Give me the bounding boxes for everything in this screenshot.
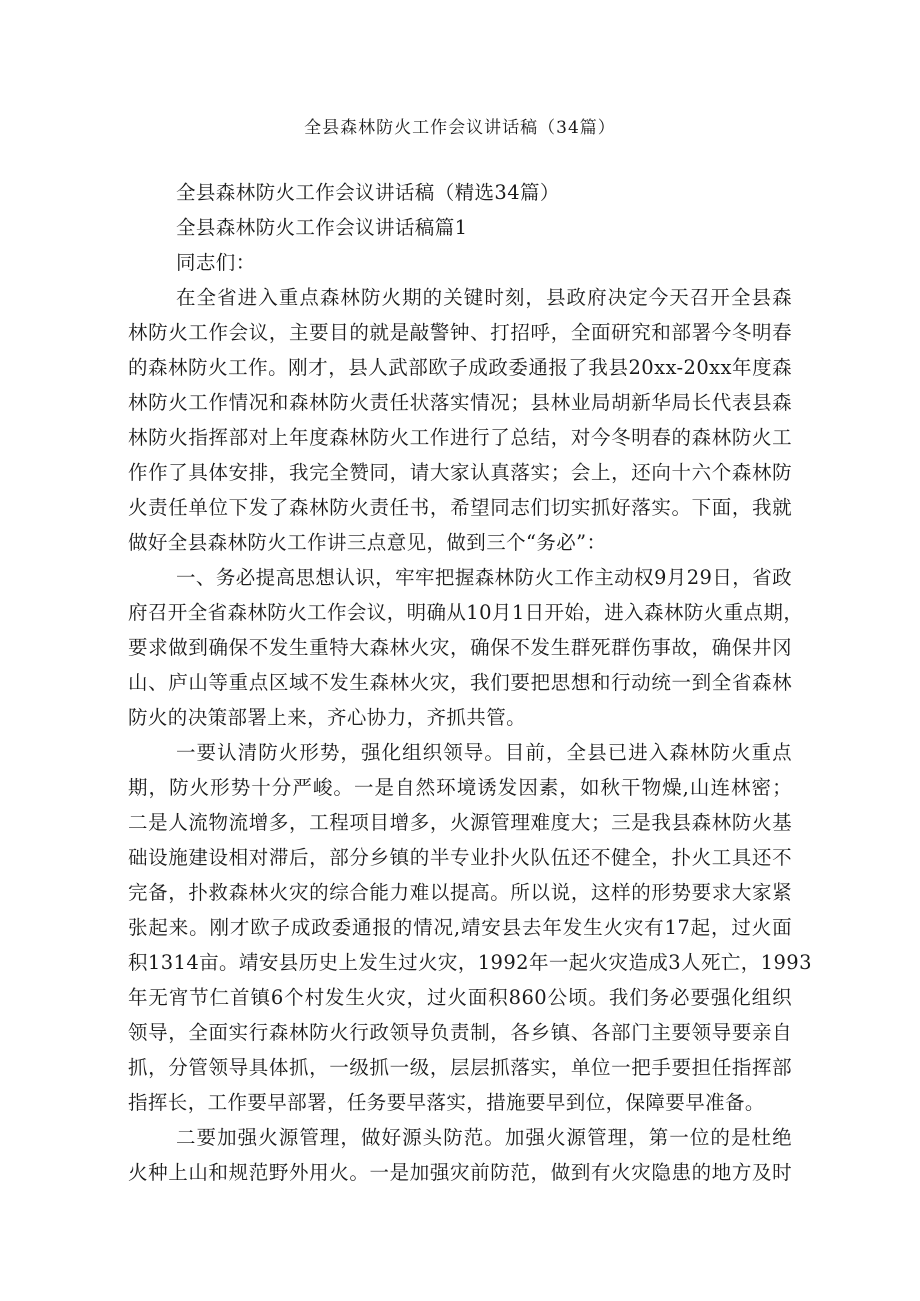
paragraph-line: 林防火工作会议，主要目的就是敲警钟、打招呼，全面研究和部署今冬明春 [128, 321, 792, 344]
paragraph-line: 防火的决策部署上来，齐心协力，齐抓共管。 [128, 706, 527, 729]
paragraph-line: 二要加强火源管理，做好源头防范。加强火源管理，第一位的是杜绝 [176, 1126, 792, 1149]
paragraph-line: 的森林防火工作。刚才，县人武部欧子成政委通报了我县20xx-20xx年度森 [128, 356, 792, 379]
paragraph-line: 林防火工作情况和森林防火责任状落实情况；县林业局胡新华局长代表县森 [128, 391, 792, 414]
paragraph-line: 础设施建设相对滞后，部分乡镇的半专业扑火队伍还不健全，扑火工具还不 [128, 846, 792, 869]
paragraph-line: 火责任单位下发了森林防火责任书，希望同志们切实抓好落实。下面，我就 [128, 496, 792, 519]
paragraph-line: 一、务必提高思想认识，牢牢把握森林防火工作主动权9月29日，省政 [176, 566, 792, 589]
paragraph-line: 要求做到确保不发生重特大森林火灾，确保不发生群死群伤事故，确保井冈 [128, 636, 792, 659]
section-heading: 全县森林防火工作会议讲话稿篇1 [176, 216, 468, 239]
paragraph-line: 山、庐山等重点区域不发生森林火灾，我们要把思想和行动统一到全省森林 [128, 671, 792, 694]
paragraph-line: 府召开全省森林防火工作会议，明确从10月1日开始，进入森林防火重点期， [128, 601, 804, 624]
paragraph-line: 火种上山和规范野外用火。一是加强灾前防范，做到有火灾隐患的地方及时 [128, 1161, 792, 1184]
paragraph-line: 二是人流物流增多，工程项目增多，火源管理难度大；三是我县森林防火基 [128, 811, 792, 834]
paragraph-line: 年无宵节仁首镇6个村发生火灾，过火面积860公顷。我们务必要强化组织 [128, 986, 792, 1009]
paragraph-line: 林防火指挥部对上年度森林防火工作进行了总结，对今冬明春的森林防火工 [128, 426, 792, 449]
paragraph-line: 领导，全面实行森林防火行政领导负责制，各乡镇、各部门主要领导要亲自 [128, 1021, 792, 1044]
paragraph-line: 抓，分管领导具体抓，一级抓一级，层层抓落实，单位一把手要担任指挥部 [128, 1056, 792, 1079]
paragraph-line: 完备，扑救森林火灾的综合能力难以提高。所以说，这样的形势要求大家紧 [128, 881, 792, 904]
paragraph-line: 期，防火形势十分严峻。一是自然环境诱发因素，如秋干物燥,山连林密； [128, 776, 792, 799]
paragraph-line: 积1314亩。靖安县历史上发生过火灾，1992年一起火灾造成3人死亡，1993 [128, 951, 812, 974]
paragraph-line: 指挥长，工作要早部署，任务要早落实，措施要早到位，保障要早准备。 [128, 1091, 765, 1114]
paragraph-line: 做好全县森林防火工作讲三点意见，做到三个“务必”： [128, 531, 607, 554]
subtitle-line: 全县森林防火工作会议讲话稿（精选34篇） [176, 181, 560, 204]
salutation: 同志们： [176, 251, 256, 274]
paragraph-line: 一要认清防火形势，强化组织领导。目前，全县已进入森林防火重点 [176, 741, 792, 764]
paragraph-line: 作作了具体安排，我完全赞同，请大家认真落实；会上，还向十六个森林防 [128, 461, 792, 484]
paragraph-line: 在全省进入重点森林防火期的关键时刻，县政府决定今天召开全县森 [176, 286, 792, 309]
document-title: 全县森林防火工作会议讲话稿（34篇） [304, 118, 616, 138]
paragraph-line: 张起来。刚才欧子成政委通报的情况,靖安县去年发生火灾有17起，过火面 [128, 916, 792, 939]
